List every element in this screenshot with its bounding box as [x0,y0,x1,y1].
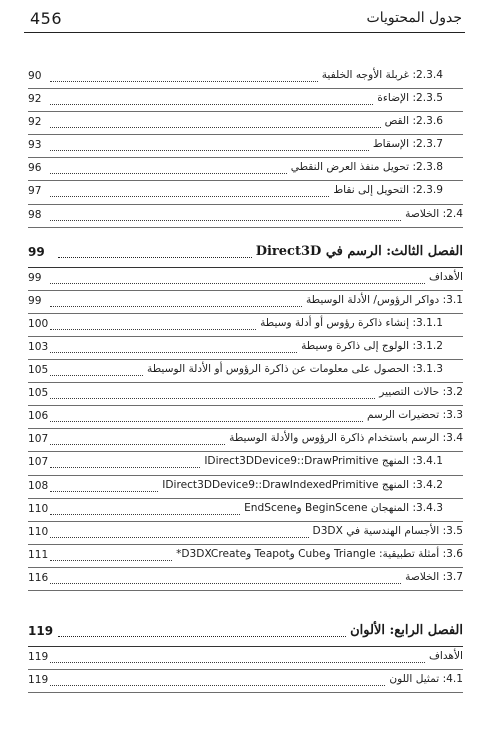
dot-leader [50,679,385,686]
toc-entry-page: 100 [28,317,49,330]
toc-entry [28,268,463,291]
toc-entry-page: 111 [28,548,49,561]
dot-leader [50,75,318,82]
dot-leader [50,577,401,584]
toc-entry-page: 116 [28,571,49,584]
dot-leader [50,415,363,422]
dot-leader [50,300,302,307]
toc-entry-label: 2.3.8: تحويل منفذ العرض النقطي [290,161,443,174]
page-header [24,6,464,30]
toc-entry-label: 3.2: حالات التصيير [379,386,463,399]
toc-entry [28,499,463,522]
toc-entry [28,158,463,181]
toc-entry-label: 3.7: الخلاصة [405,570,463,583]
dot-leader [50,144,369,151]
dot-leader [58,251,252,258]
dot-leader [50,392,375,399]
toc-entry-page: 107 [28,456,49,469]
dot-leader [50,214,401,221]
toc-entry [28,647,463,670]
dot-leader [50,656,425,663]
toc-entry-label: 2.3.6: القص [384,115,443,128]
toc-entry-page: 97 [28,185,42,198]
toc-entry-label: الأهداف [428,270,463,283]
toc-entry-label: 3.1.2: الولوج إلى ذاكرة وسيطة [301,339,443,352]
toc-entry [28,112,463,135]
toc-entry [28,135,463,158]
toc-entry-label: 2.3.7: الإسقاط [372,138,443,151]
toc-entry [28,522,463,545]
toc-entry-page: 99 [28,271,42,284]
toc-entry [28,314,463,337]
toc-entry-page: 93 [28,139,42,152]
toc-entry-label: 2.3.5: الإضاءة [377,92,443,105]
toc-entry-page: 99 [28,294,42,307]
toc-entry-page: 110 [28,525,49,538]
toc-entry [28,429,463,452]
toc-entry-label: 3.5: الأجسام الهندسية في D3DX [312,524,463,537]
toc-entry [28,66,463,89]
toc-entry-label: 2.3.4: غربلة الأوجه الخلفية [321,69,443,81]
toc-entry-page: 92 [28,116,42,129]
toc-entry-page: 110 [28,502,49,515]
toc-entry-label: 3.6: أمثلة تطبيقية: Triangle وCube وTeapot وD3DXCreate* [176,547,463,560]
toc-entry-label: 2.4: الخلاصة [405,207,463,220]
toc-entry-page: 105 [28,364,49,377]
dot-leader [50,369,143,376]
dot-leader [50,190,329,197]
dot-leader [58,630,346,637]
dot-leader [50,121,381,128]
toc-entry-page: 103 [28,340,49,353]
toc-entry [28,360,463,383]
dot-leader [50,277,425,284]
running-title: جدول المحتويات [366,10,462,26]
dot-leader [50,531,309,538]
toc-entry [28,89,463,112]
page-number: 456 [30,9,63,28]
chapter-page: 99 [28,244,45,259]
table-of-contents [28,66,463,693]
toc-entry-page: 90 [28,70,42,82]
toc-entry [28,291,463,314]
section-gap [28,591,463,607]
chapter-heading [28,238,463,268]
toc-entry-page: 92 [28,93,42,106]
toc-entry [28,205,463,228]
toc-entry-label: 3.3: تحضيرات الرسم [366,409,463,422]
dot-leader [50,485,158,492]
dot-leader [50,346,297,353]
toc-entry-label: 3.4.2: المنهج IDirect3DDevice9::DrawIndexedPrimitive [162,478,443,491]
toc-entry-page: 96 [28,162,42,175]
dot-leader [50,167,287,174]
dot-leader [50,554,172,561]
toc-entry-page: 119 [28,674,49,687]
toc-entry [28,337,463,360]
toc-entry [28,568,463,591]
chapter-title: الفصل الرابع: الألوان [350,622,463,638]
dot-leader [50,323,256,330]
toc-entry-page: 108 [28,479,49,492]
toc-entry-label: 3.4.3: المنهجان BeginScene وEndScene [244,501,443,514]
toc-entry-label: 3.1.3: الحصول على معلومات عن ذاكرة الرؤوس أو الأدلة الوسيطة [147,363,443,376]
toc-entry [28,181,463,204]
toc-entry-page: 105 [28,387,49,400]
chapter-page: 119 [28,623,54,638]
chapter-heading [28,617,463,647]
toc-entry-page: 119 [28,650,49,663]
toc-entry-label: 2.3.9: التحويل إلى نقاط [333,184,443,197]
toc-entry-label: 3.1.1: إنشاء ذاكرة رؤوس أو أدلة وسيطة [260,316,443,329]
toc-entry [28,545,463,568]
toc-entry [28,452,463,475]
header-rule [24,32,465,33]
chapter-title: الفصل الثالث: الرسم في Direct3D [255,243,463,259]
toc-entry-page: 98 [28,208,42,221]
toc-entry [28,406,463,429]
toc-entry [28,476,463,499]
dot-leader [50,98,373,105]
toc-entry-label: 3.4: الرسم باستخدام ذاكرة الرؤوس والأدلة الوسيطة [229,432,463,445]
toc-entry-page: 107 [28,433,49,446]
dot-leader [50,438,225,445]
dot-leader [50,508,240,515]
toc-entry-label: الأهداف [428,649,463,662]
dot-leader [50,461,200,468]
toc-entry-label: 4.1: تمثيل اللون [389,673,463,686]
toc-entry [28,670,463,693]
toc-entry-label: 3.4.1: المنهج IDirect3DDevice9::DrawPrimitive [204,455,443,468]
toc-entry [28,383,463,406]
toc-entry-page: 106 [28,410,49,423]
toc-entry-label: 3.1: دواكر الرؤوس/ الأدلة الوسيطة [305,293,463,306]
